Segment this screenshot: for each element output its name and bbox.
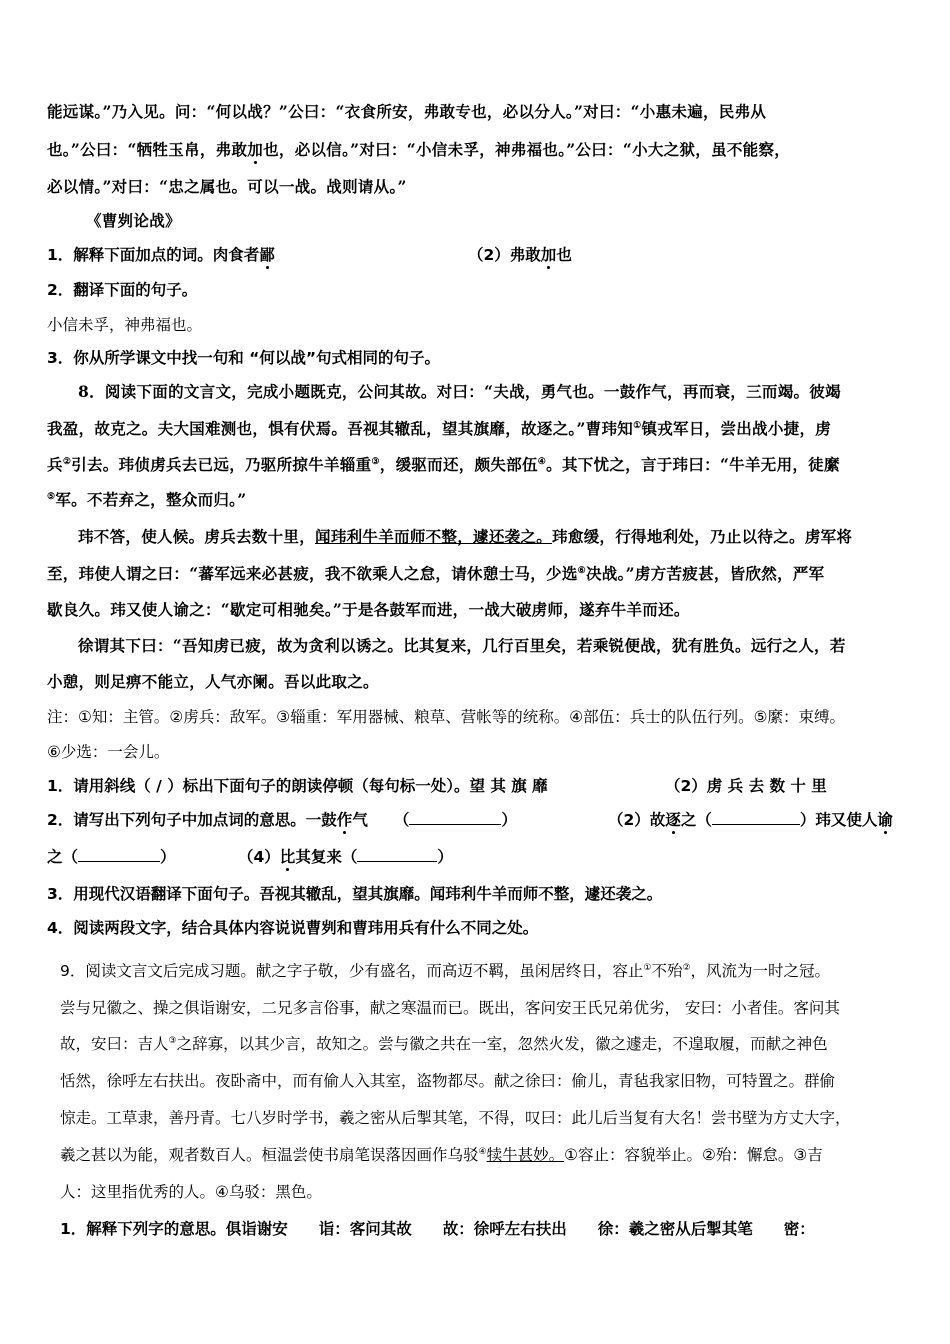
passage8-question-3: 3．用现代汉语翻译下面句子。吾视其辙乱，望其旗靡。闻玮利牛羊而师不整，遽还袭之。 [47,885,663,903]
passage8-question-1: 1．请用斜线（ / ）标出下面句子的朗读停顿（每句标一处）。望 其 旗 靡 [47,777,548,795]
dotted-char: 谕 [877,811,893,829]
passage9-line-3: 故，安曰：吉人③之辞寡，以其少言，故知之。尝与徽之共在一室，忽然火发，徽之遽走，不遑取履，而献之神色 [60,1035,828,1053]
passage7-question-2: 2．翻译下面的句子。 [47,281,198,299]
passage9-line-2: 尝与兄徽之、操之俱诣谢安，二兄多言俗事，献之寒温而已。既出，客问安王氏兄弟优劣， 安曰：小者佳。客问其 [60,999,840,1017]
passage8-para2-line-3: 歇良久。玮又使人谕之：“歇定可相驰矣。”于是各鼓军而进，一战大破虏师，遂弃牛羊而还。 [47,600,690,619]
passage8-line-1: 8．阅读下面的文言文，完成小题既克，公问其故。对曰：“夫战，勇气也。一鼓作气，再而衰，三而竭。彼竭 [78,382,841,401]
passage7-source: 《曹刿论战》 [86,211,181,230]
passage8-question-2d: （4）比其复来（ ） [238,848,453,866]
dotted-char: 加 [540,246,557,264]
underlined-sentence: 闻玮利牛羊而师不整，遽还袭之。 [315,527,553,546]
passage9-line-4: 恬然，徐呼左右扶出。夜卧斋中，而有偷人入其室，盗物都尽。献之徐曰：偷儿，青毡我家旧物，可特置之。群偷 [60,1072,836,1090]
passage8-question-2: 2．请写出下列句子中加点词的意思。一鼓作气 （ ） [47,811,517,829]
underlined-phrase: 犊牛甚妙。 [486,1146,565,1164]
dotted-char: 鄙 [259,246,275,264]
passage9-line-1: 9．阅读文言文后完成习题。献之字子敬，少有盛名，而高迈不羁，虽闲居终日，容止①不殆②，风流为一时之冠。 [60,962,831,980]
passage8-para3-line-1: 徐谓其下曰：“吾知虏已疲，故为贪利以诱之。比其复来，几行百里矣，若乘锐便战，犹有胜负。远行之人，若 [78,636,846,655]
answer-blank[interactable] [78,847,160,862]
passage8-para3-line-2: 小憩，则足痹不能立，人气亦阑。吾以此取之。 [47,672,379,691]
passage8-line-4: ⑤军。不若弃之，整众而归。” [47,490,247,509]
passage8-question-2b: （2）故逐之（ ）玮又使人谕 [608,811,893,829]
passage8-line-3: 兵②引去。玮侦虏兵去已远，乃驱所掠牛羊辎重③，缓驱而还，颇失部伍④。其下忧之，言于玮曰：“牛羊无用，徒縻 [47,455,840,474]
passage7-question-1b: （2）弗敢加也 [468,246,572,264]
passage7-line-1: 能远谋。”乃入见。问：“何以战？”公曰：“衣食所安，弗敢专也，必以分人。”对曰：“小惠未遍，民弗从 [47,102,767,121]
passage9-line-5: 惊走。工草隶，善丹青。七八岁时学书，羲之密从后掣其笔，不得，叹曰：此儿后当复有大名！尝书壁为方丈大字， [60,1109,851,1127]
passage7-line-2: 也。”公曰：“牺牲玉帛，弗敢加也，必以信。”对曰：“小信未孚，神弗福也。”公曰：“小大之狱，虽不能察， [47,140,791,159]
passage9-line-7: 人：这里指优秀的人。④乌驳：黑色。 [60,1183,322,1201]
dotted-char: 比 [279,848,296,866]
passage8-question-2c: 之（ ） [47,848,176,866]
answer-blank[interactable] [409,810,501,825]
passage7-question-3: 3．你从所学课文中找一句和 “何以战”句式相同的句子。 [47,349,441,367]
passage7-line-3: 必以情。”对曰：“忠之属也。可以一战。战则请从。” [47,177,407,196]
passage8-para2-line-2: 至，玮使人谓之曰：“蕃军远来必甚疲，我不欲乘人之怠，请休憩士马，少选⑥决战。”虏方苦疲甚，皆欣然，严军 [47,564,825,583]
passage8-line-2: 我盈，故克之。夫大国难测也，惧有伏焉。吾视其辙乱，望其旗靡，故逐之。”曹玮知①镇戎军日，尝出战小捷，虏 [47,419,832,438]
passage8-notes-1: 注：①知：主管。②虏兵：敌军。③辎重：军用器械、粮草、营帐等的统称。④部伍：兵士的队伍行列。⑤縻：束缚。 [47,708,845,726]
passage7-question-1: 1．解释下面加点的词。肉食者鄙 [47,246,275,264]
passage8-notes-2: ⑥少选：一会儿。 [47,743,170,761]
passage8-para2-line-1: 玮不答，使人候。虏兵去数十里，闻玮利牛羊而师不整，遽还袭之。玮愈缓，行得地利处，乃止以待之。虏军将 [78,527,853,546]
passage9-question-1: 1．解释下列字的意思。俱诣谢安 诣：客问其故 故：徐呼左右扶出 徐：羲之密从后掣其笔 密： [60,1220,815,1238]
passage8-question-4: 4．阅读两段文字，结合具体内容说说曹刿和曹玮用兵有什么不同之处。 [47,919,539,937]
answer-blank[interactable] [712,810,800,825]
passage8-question-1b: （2）虏 兵 去 数 十 里 [665,777,827,795]
answer-blank[interactable] [357,847,437,862]
passage7-question-2-sentence: 小信未孚，神弗福也。 [47,316,203,334]
dotted-char: 逐 [665,811,681,829]
dotted-char: 加 [247,140,264,159]
passage9-line-6: 羲之甚以为能，观者数百人。桓温尝使书扇笔误落因画作乌驳④犊牛甚妙。①容止：容貌举止。②殆：懈怠。③吉 [60,1146,823,1164]
dotted-char: 作 [336,811,353,829]
